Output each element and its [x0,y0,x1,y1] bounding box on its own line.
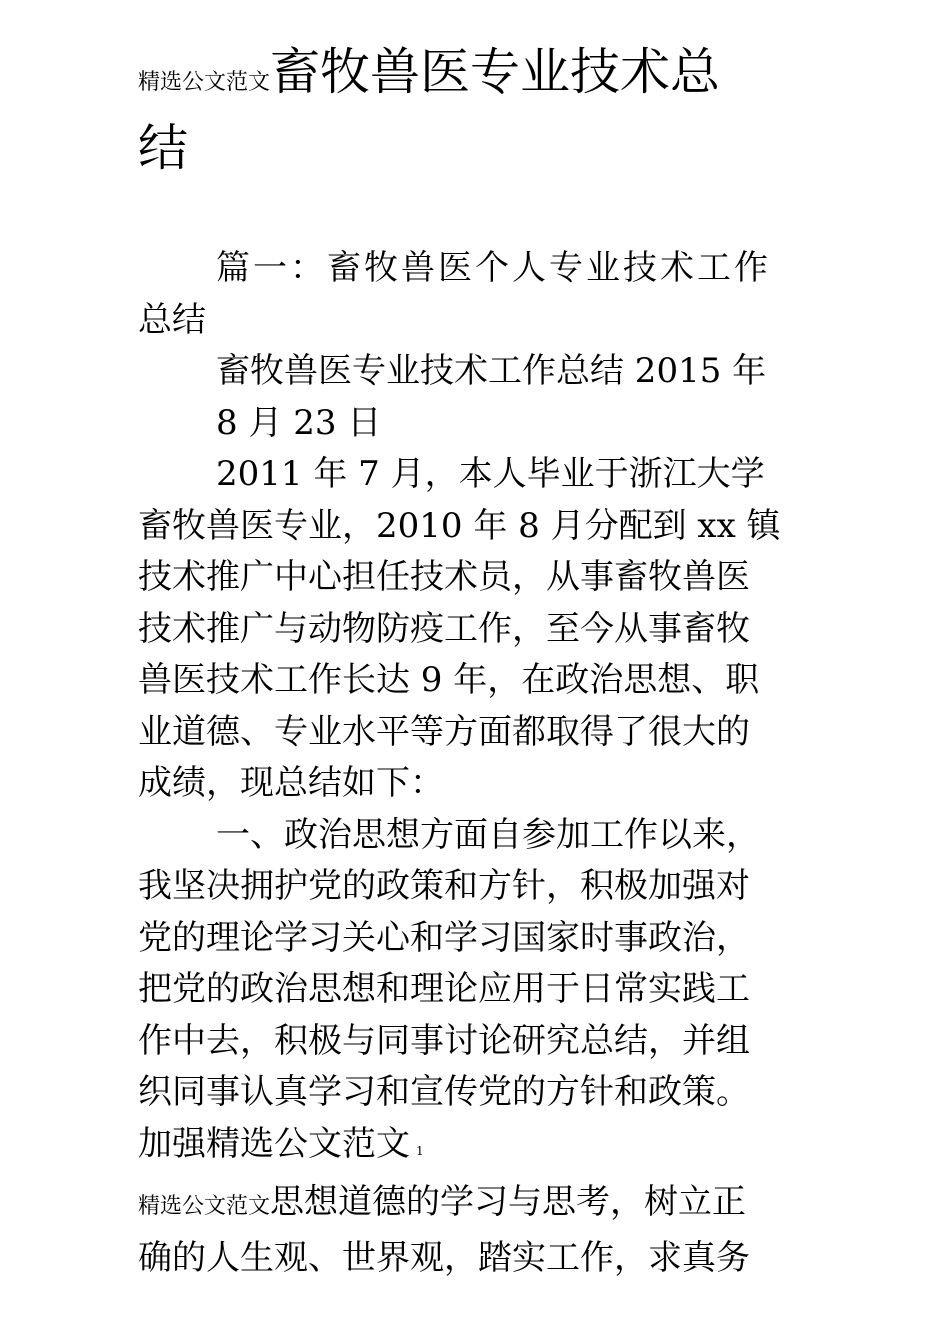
paragraph-line: 作中去，积极与同事讨论研究总结，并组 [138,1020,750,1061]
title-text-line2: 结 [138,119,188,177]
title-text-line1: 畜牧兽医专业技术总 [270,43,721,101]
next-page-text-line2: 确的人生观、世界观，踏实工作，求真务 [138,1237,750,1278]
paragraph-line: 我坚决拥护党的政策和方针，积极加强对 [138,866,750,906]
page-end-text: 加强精选公文范文 [138,1123,410,1164]
document-body [138,243,838,1284]
section-heading-line2: 总结 [138,299,206,340]
paragraph-line: 业道德、专业水平等方面都取得了很大的 [138,711,750,752]
next-page-label: 精选公文范文 [138,1194,271,1219]
section-subtitle-line1: 畜牧兽医专业技术工作总结 2015 年 [216,351,767,391]
paragraph-line: 畜牧兽医专业，2010 年 8 月分配到 xx 镇 [138,505,781,546]
page-number: 1 [416,1143,424,1158]
page-end-line [138,1119,838,1178]
paragraph-line: 兽医技术工作长达 9 年，在政治思想、职 [138,660,760,700]
header-label: 精选公文范文 [138,70,271,95]
paragraph-line: 一、政治思想方面自参加工作以来， [216,814,760,855]
next-page-line1 [138,1177,838,1233]
paragraph-line: 2011 年 7 月，本人毕业于浙江大学 [216,454,765,494]
paragraph-line: 织同事认真学习和宣传党的方针和政策。 [138,1072,750,1112]
paragraph-line: 技术推广中心担任技术员，从事畜牧兽医 [138,557,750,597]
paragraph-line: 党的理论学习关心和学习国家时事政治， [138,917,750,958]
next-page-text-line1: 思想道德的学习与思考，树立正 [270,1182,747,1222]
paragraph-line: 成绩，现总结如下： [138,763,444,803]
paragraph-line: 把党的政治思想和理论应用于日常实践工 [138,969,750,1009]
section-heading-line1: 篇一：畜牧兽医个人专业技术工作 [216,248,771,288]
paragraph-line: 技术推广与动物防疫工作，至今从事畜牧 [138,608,750,649]
document-title [138,40,838,192]
section-subtitle-line2: 8 月 23 日 [216,402,382,443]
